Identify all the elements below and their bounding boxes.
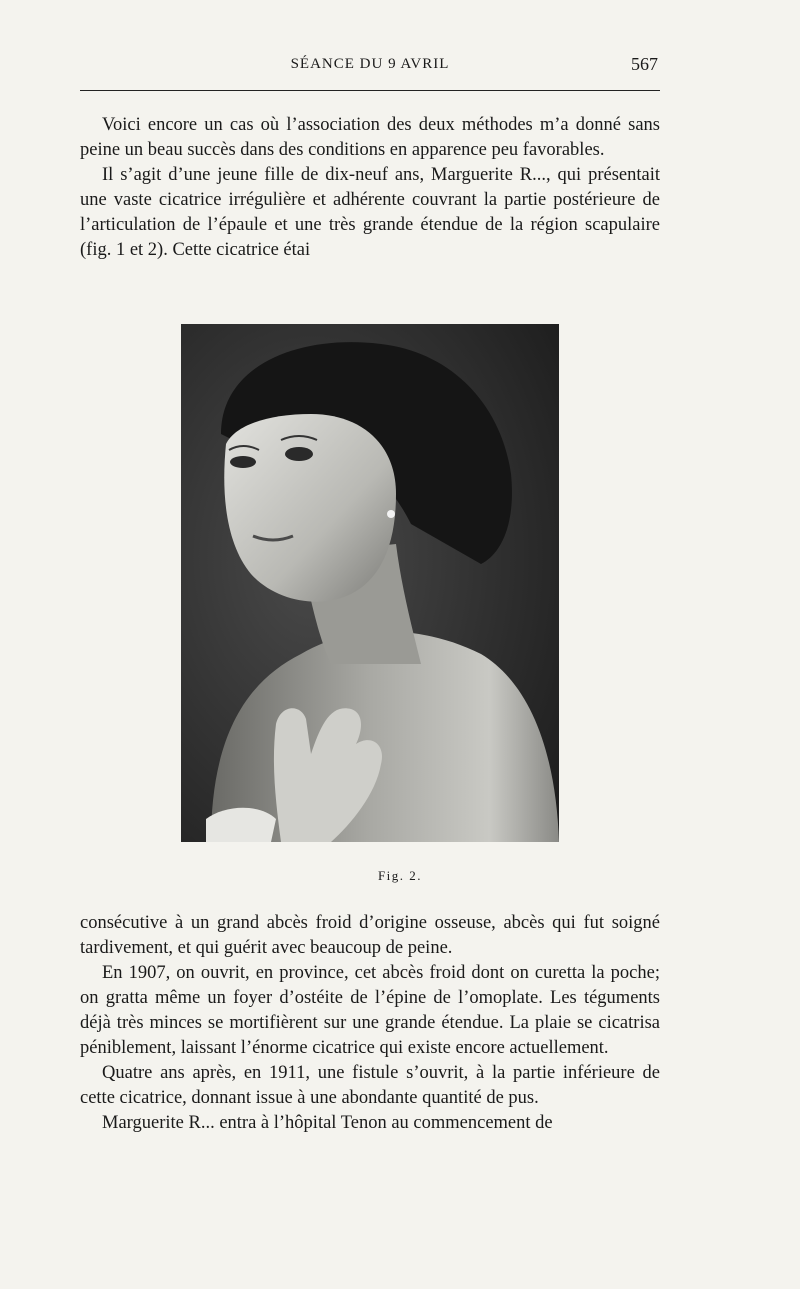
paragraph: consécutive à un grand abcès froid d’origine osseuse, abcès qui fut soigné tardivement, et qui guérit avec beaucoup de peine. [80,913,660,958]
paragraph: Quatre ans après, en 1911, une fistule s’ouvrit, à la partie inférieure de cette cicatrice, donnant issue à une abondante quantité de pus. [80,1063,660,1108]
page-header [80,52,660,84]
figure-caption: Fig. 2. [377,868,423,883]
header-rule [80,90,660,91]
body-text-top [80,113,660,263]
paragraph: Il s’agit d’une jeune fille de dix-neuf ans, Marguerite R..., qui présentait une vaste cicatrice irrégulière et adhérente couvrant la partie postérieure de l’articulation de l’épaule et une très grande étendue de la région scapulaire (fig. 1 et 2). Cette cicatrice étai [80,165,660,260]
paragraph: Marguerite R... entra à l’hôpital Tenon au commencement de [102,1113,553,1133]
paragraph: En 1907, on ouvrit, en province, cet abcès froid dont on curetta la poche; on gratta même un foyer d’ostéite de l’épine de l’omoplate. Les téguments déjà très minces se mortifièrent sur une grande étendue. La plaie se cicatrisa péniblement, laissant l’énorme cicatrice qui existe encore actuellement. [80,963,660,1058]
portrait-photograph [181,324,559,842]
running-head: SÉANCE DU 9 AVRIL [290,56,450,72]
portrait-image [181,324,559,842]
page-number: 567 [631,54,658,74]
body-text-bottom [80,911,660,1136]
paragraph: Voici encore un cas où l’association des deux méthodes m’a donné sans peine un beau succès dans des conditions en apparence peu favorables. [80,115,660,160]
